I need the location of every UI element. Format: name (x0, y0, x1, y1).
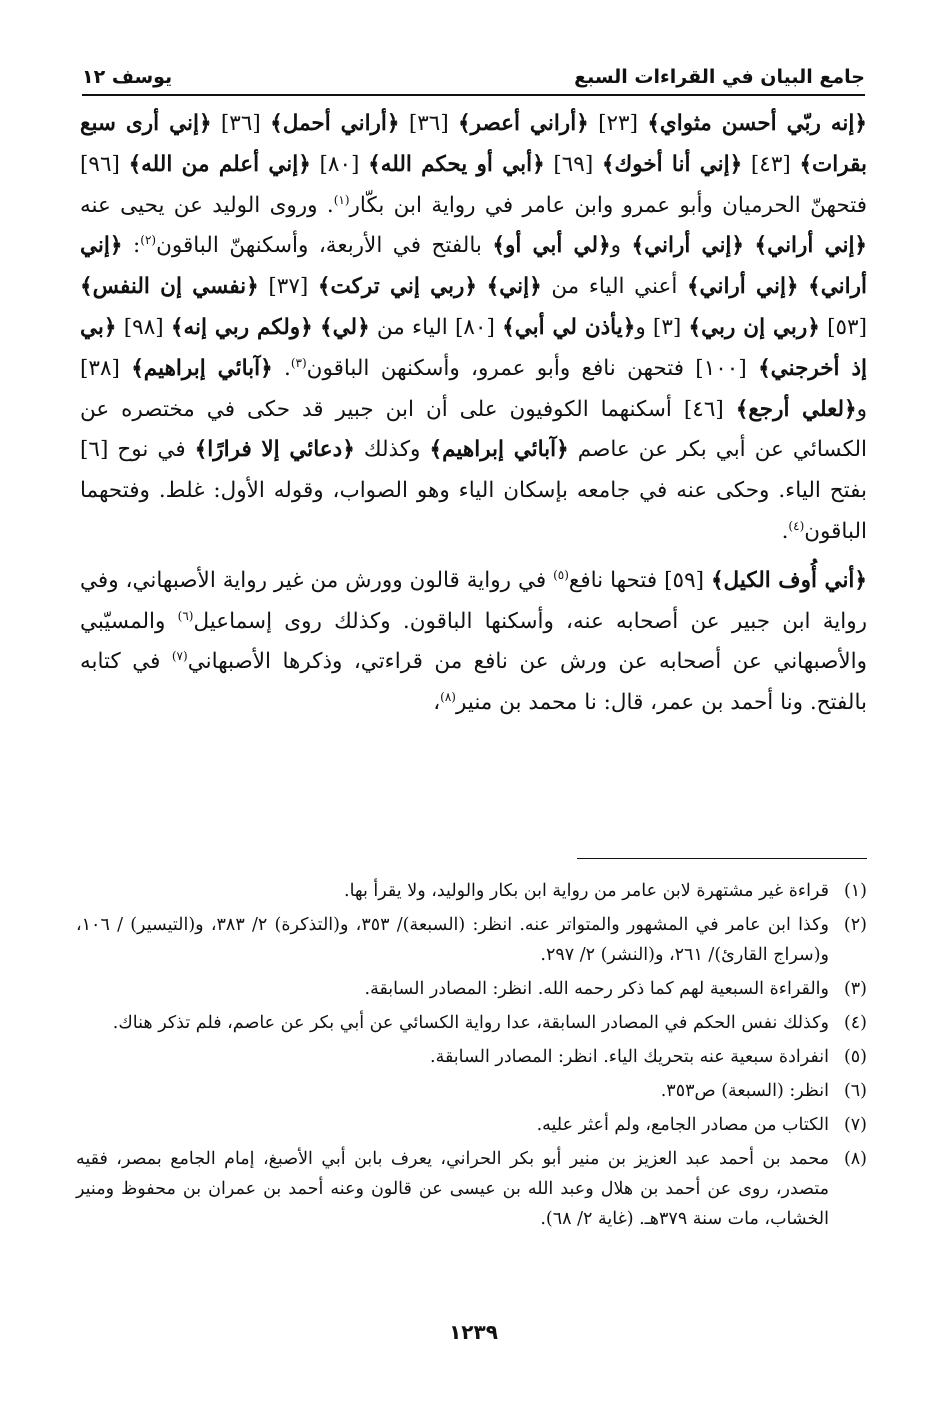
body-text (744, 233, 755, 258)
quran-quote: ﴿دعائي إلا فرارًا﴾ (194, 437, 355, 463)
body-text: في كتابه بالفتح. ونا أحمد بن عمر، قال: نا محمد بن منير (80, 649, 867, 716)
quran-quote: ﴿لي﴾ (320, 314, 370, 340)
body-text: [٨٠] الياء من (369, 314, 503, 340)
quran-quote: ﴿ولكم ربي إنه﴾ (170, 314, 313, 340)
body-text: [٢٣] (588, 111, 648, 136)
footnote-marker: (٢) (140, 233, 157, 248)
body-text: [٨٠] (310, 151, 369, 177)
body-text: [٩٨] (116, 314, 171, 340)
footnote-item (76, 1076, 867, 1106)
footnote-text: محمد بن أحمد عبد العزيز بن منير أبو بكر الحراني، يعرف بابن أبي الأصبغ، إمام الجامع بمصر، فقيه متصدر، روى عن أحمد بن هلال وعبد الله بن عيسى عن قالون وعنه أحمد بن عمران بن محفوظ ومنير الخشاب، مات سنة ٣٧٩هـ. (غاية ٢/ ٦٨). (76, 1149, 829, 1229)
body-text: [٥٩] فتحها نافع (568, 567, 711, 593)
quran-quote: ﴿ربي إني تركت﴾ (317, 274, 477, 300)
footnote-marker: (٧) (171, 649, 188, 664)
body-text: [٤٦] أسكنهما الكوفيون على أن ابن جبير قد حكى في مختصره عن الكسائي عن أبي بكر عن عاصم (80, 396, 867, 463)
footnote-number: (٤) (843, 1013, 867, 1033)
body-text: [٣٦] (399, 111, 459, 136)
body-text: . (272, 355, 291, 381)
body-text: [٣٧] (258, 274, 318, 300)
footnote-text: قراءة غير مشتهرة لابن عامر من رواية ابن بكار والوليد، ولا يقرأ بها. (344, 881, 829, 901)
body-text: [٣٨] و (80, 355, 867, 422)
quran-quote: ﴿أني أُوف الكيل﴾ (710, 567, 867, 593)
quran-quote: ﴿لي أبي أو﴾ (492, 233, 611, 259)
footnote-item (76, 974, 867, 1004)
quran-quote: ﴿إني أرى سبع بقرات﴾ (80, 111, 867, 177)
main-text (80, 104, 867, 724)
footnote-number: (٢) (843, 915, 867, 935)
quran-quote: ﴿إني أراني﴾ (80, 233, 867, 300)
paragraph-1 (80, 104, 867, 553)
quran-quote: ﴿يأذن لي أبي﴾ (502, 314, 636, 340)
footnote-number: (٣) (843, 979, 867, 999)
quran-quote: ﴿إني أراني﴾ (631, 233, 745, 259)
footnote-number: (٧) (843, 1115, 867, 1135)
body-text: وكذلك (354, 437, 430, 463)
body-text: في رواية قالون وورش من غير رواية الأصبهاني، وفي رواية ابن جبير عن أصحابه عنه، وأسكنها الباقون. وكذلك روى إسماعيل (80, 567, 867, 634)
body-text: [٥٣] (819, 314, 867, 340)
body-text: [٤٣] (742, 151, 800, 177)
quran-quote: ﴿أراني أحمل﴾ (270, 111, 400, 136)
footnote-marker: (٥) (553, 567, 569, 582)
footnote-text: انظر: (السبعة) ص٣٥٣. (660, 1081, 829, 1101)
quran-quote: ﴿إنه ربّي أحسن مثواي﴾ (647, 111, 867, 136)
footnote-number: (١) (843, 881, 867, 901)
footnote-number: (٨) (843, 1149, 867, 1169)
quran-quote: ﴿آبائي إبراهيم﴾ (131, 355, 273, 381)
quran-quote: ﴿إني أعلم من الله﴾ (128, 151, 311, 177)
quran-quote: ﴿لعلي أرجع﴾ (735, 396, 857, 422)
footnote-marker: (٤) (788, 518, 805, 533)
body-text: . (781, 518, 789, 544)
footnote-text: وكذلك نفس الحكم في المصادر السابقة، عدا رواية الكسائي عن أبي بكر عن عاصم، فلم تذكر هناك. (112, 1013, 829, 1033)
body-text (799, 274, 809, 299)
quran-quote: ﴿إني أنا أخوك﴾ (601, 151, 743, 177)
book-title: جامع البيان في القراءات السبع (574, 66, 865, 88)
footnote-item (76, 876, 867, 906)
body-text: و (610, 233, 632, 259)
body-text: بالفتح في الأربعة، وأسكنهنّ الباقون (156, 233, 493, 259)
quran-quote: ﴿أراني أعصر﴾ (458, 111, 589, 136)
body-text: والمسيّبي والأصبهاني عن أصحابه عن ورش عن نافع من قراءتي، وذكرها الأصبهاني (80, 608, 868, 675)
running-header (82, 48, 865, 96)
footnote-text: الكتاب من مصادر الجامع، ولم أعثر عليه. (536, 1115, 829, 1135)
surah-reference: يوسف ١٢ (82, 66, 173, 88)
footnote-text: والقراءة السبعية لهم كما ذكر رحمه الله. انظر: المصادر السابقة. (364, 979, 829, 999)
footnote-item (76, 1110, 867, 1140)
footnote-item (76, 1144, 867, 1234)
footnotes-list (76, 876, 867, 1238)
quran-quote: ﴿أبي أو يحكم الله﴾ (368, 151, 545, 177)
quran-quote: ﴿إني أراني﴾ (754, 233, 868, 259)
footnote-item (76, 910, 867, 970)
quran-quote: ﴿بي إذ أخرجني﴾ (80, 314, 867, 381)
footnote-number: (٥) (843, 1047, 867, 1067)
paragraph-2 (80, 561, 867, 724)
body-text: [٩٦] فتحهنّ الحرميان وأبو عمرو وابن عامر في رواية ابن بكّار (80, 151, 868, 218)
body-text: . وروى الوليد عن يحيى عنه (80, 192, 334, 218)
body-text: أعني الياء من (541, 274, 687, 300)
body-text (477, 274, 487, 299)
body-text (313, 315, 320, 340)
quran-quote: ﴿نفسي إن النفس﴾ (80, 274, 259, 300)
footnote-text: انفرادة سبعية عنه بتحريك الياء. انظر: المصادر السابقة. (430, 1047, 829, 1067)
body-text: [١٠٠] فتحهن نافع وأبو عمرو، وأسكنهن الباقون (306, 355, 759, 381)
footnote-item (76, 1042, 867, 1072)
body-text: : (122, 233, 141, 259)
body-text: [٣] و (635, 314, 689, 340)
footnote-item (76, 1008, 867, 1038)
body-text: في نوح [٦] بفتح الياء. وحكى عنه في جامعه بإسكان الياء وهو الصواب، وقوله الأول: غلط. وفتحهما الباقون (80, 437, 867, 544)
footnote-marker: (٣) (290, 355, 307, 370)
quran-quote: ﴿ربي إن ربي﴾ (688, 314, 820, 340)
footnote-marker: (١) (333, 192, 350, 207)
footnote-number: (٦) (843, 1081, 867, 1101)
footnote-text: وكذا ابن عامر في المشهور والمتواتر عنه. انظر: (السبعة)/ ٣٥٣، و(التذكرة) ٢/ ٣٨٣، و(التيسير) / ١٠٦، و(سراج القارئ)/ ٢٦١، و(النشر) ٢/ ٢٩٧. (76, 915, 829, 965)
quran-quote: ﴿آبائي إبراهيم﴾ (429, 437, 569, 463)
page-number: ١٢٣٩ (449, 1320, 498, 1344)
footnote-marker: (٦) (177, 608, 194, 623)
body-text: ، (433, 690, 441, 716)
quran-quote: ﴿إني﴾ (486, 274, 542, 300)
footnote-marker: (٨) (440, 690, 456, 704)
body-text: [٦٩] (544, 151, 602, 177)
body-text: [٣٦] (211, 111, 271, 136)
quran-quote: ﴿إني أراني﴾ (686, 274, 799, 300)
footnote-separator (577, 858, 867, 859)
